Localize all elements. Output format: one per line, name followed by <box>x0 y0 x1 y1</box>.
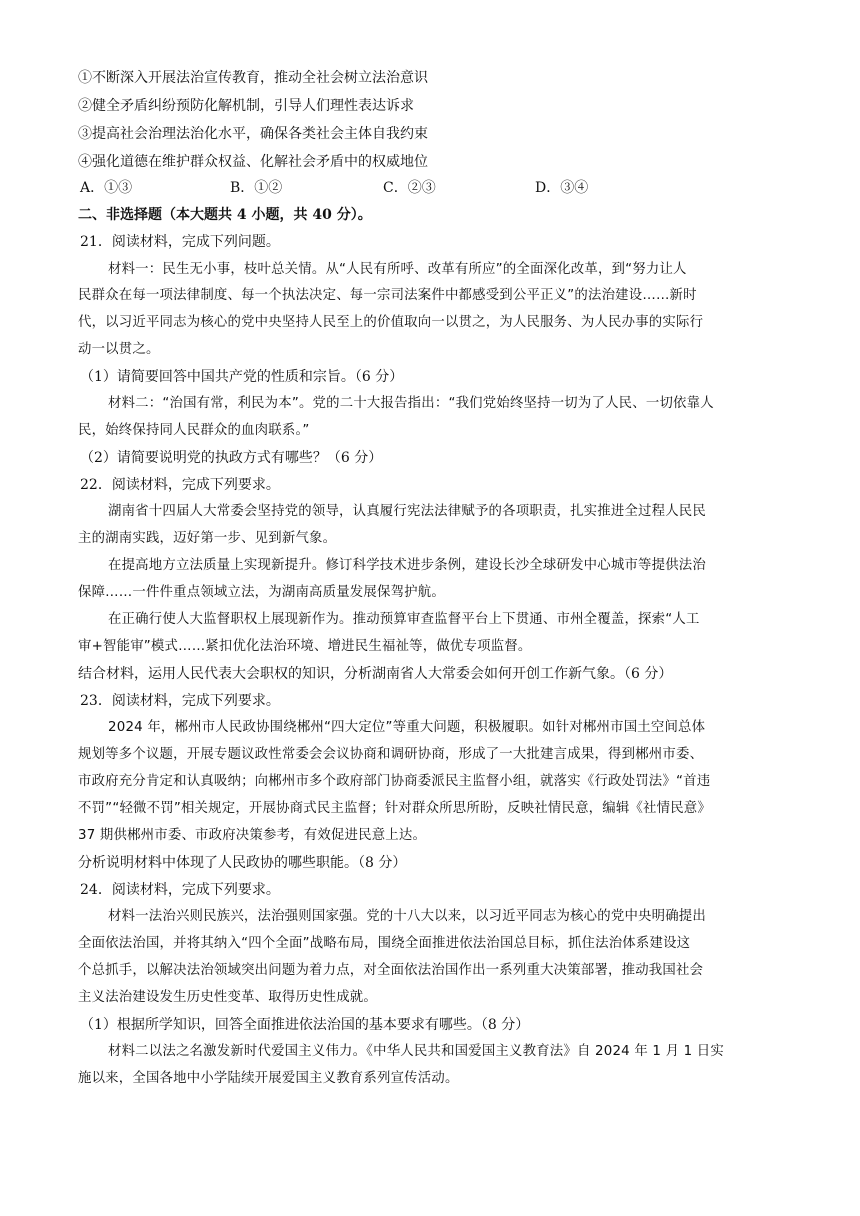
q23-paragraph-line: 规划等多个议题，开展专题议政性常委会会议协商和调研协商，形成了一大批建言成果，得到郴州市委、 <box>78 747 704 762</box>
q23-task: 分析说明材料中体现了人民政协的哪些职能。（8 分） <box>78 855 407 871</box>
q24-subquestion-1: （1）根据所学知识，回答全面推进依法治国的基本要求有哪些。（8 分） <box>80 1017 530 1033</box>
q22-paragraph-line: 湖南省十四届人大常委会坚持党的领导，认真履行宪法法律赋予的各项职责，扎实推进全过程人民民 <box>108 504 706 519</box>
q21-material2-line: 材料二：“治国有常，利民为本”。党的二十大报告指出：“我们党始终坚持一切为了人民、一切依靠人 <box>108 396 714 411</box>
q22-paragraph-line: 审+智能审”模式……紧扣优化法治环境、增进民生福祉等，做优专项监督。 <box>78 639 532 654</box>
q20-option-a: A．①③ <box>80 180 133 196</box>
q22-paragraph-line: 在正确行使人大监督职权上展现新作为。推动预算审查监督平台上下贯通、市州全覆盖，探索“人工 <box>108 612 700 627</box>
q24-material1-line: 个总抓手，以解决法治领域突出问题为着力点，对全面依法治国作出一系列重大决策部署，推动我国社会 <box>78 963 704 978</box>
q24-title: 24．阅读材料，完成下列要求。 <box>80 882 280 898</box>
q23-paragraph-line: 2024 年，郴州市人民政协围绕郴州“四大定位”等重大问题，积极履职。如针对郴州市国土空间总体 <box>108 720 706 735</box>
q24-material2-line: 材料二以法之名激发新时代爱国主义伟力。《中华人民共和国爱国主义教育法》自 2024 年 1 月 1 日实 <box>108 1044 724 1059</box>
q20-statement-2: ②健全矛盾纠纷预防化解机制，引导人们理性表达诉求 <box>78 98 414 114</box>
q24-material1-line: 主义法治建设发生历史性变革、取得历史性成就。 <box>78 990 377 1005</box>
q24-material1-line: 全面依法治国，并将其纳入“四个全面”战略布局，围绕全面推进依法治国总目标，抓住法治体系建设这 <box>78 936 691 951</box>
q21-material1-line: 动一以贯之。 <box>78 342 160 357</box>
q21-material1-line: 材料一：民生无小事，枝叶总关情。从“人民有所呼、改革有所应”的全面深化改革，到“努力让人 <box>108 262 687 277</box>
q22-paragraph-line: 在提高地方立法质量上实现新提升。修订科学技术进步条例，建设长沙全球研发中心城市等提供法治 <box>108 558 706 573</box>
q22-task: 结合材料，运用人民代表大会职权的知识，分析湖南省人大常委会如何开创工作新气象。（6 分） <box>78 666 673 682</box>
q22-title: 22．阅读材料，完成下列要求。 <box>80 477 280 493</box>
q21-subquestion-2: （2）请简要说明党的执政方式有哪些？（6 分） <box>80 450 383 466</box>
q20-option-c: C．②③ <box>383 180 436 196</box>
q23-paragraph-line: 不罚”“轻微不罚”相关规定，开展协商式民主监督；针对群众所思所盼，反映社情民意，编辑《社情民意》 <box>78 801 711 816</box>
q20-statement-4: ④强化道德在维护群众权益、化解社会矛盾中的权威地位 <box>78 154 428 170</box>
q21-material1-line: 民群众在每一项法律制度、每一个执法决定、每一宗司法案件中都感受到公平正义”的法治建设……新时 <box>78 288 697 303</box>
q21-title: 21．阅读材料，完成下列问题。 <box>80 234 280 250</box>
q23-paragraph-line: 市政府充分肯定和认真吸纳；向郴州市多个政府部门协商委派民主监督小组，就落实《行政处罚法》“首违 <box>78 774 711 789</box>
q21-material2-line: 民，始终保持同人民群众的血肉联系。” <box>78 423 310 438</box>
q23-title: 23．阅读材料，完成下列要求。 <box>80 693 280 709</box>
q21-material1-line: 代，以习近平同志为核心的党中央坚持人民至上的价值取向一以贯之，为人民服务、为人民办事的实际行 <box>78 315 704 330</box>
q21-subquestion-1: （1）请简要回答中国共产党的性质和宗旨。（6 分） <box>80 369 404 385</box>
q20-option-d: D．③④ <box>535 180 589 196</box>
q20-option-b: B．①② <box>230 180 283 196</box>
q20-statement-3: ③提高社会治理法治化水平，确保各类社会主体自我约束 <box>78 126 428 142</box>
q24-material2-line: 施以来，全国各地中小学陆续开展爱国主义教育系列宣传活动。 <box>78 1071 459 1086</box>
q24-material1-line: 材料一法治兴则民族兴，法治强则国家强。党的十八大以来，以习近平同志为核心的党中央明确提出 <box>108 909 706 924</box>
section-heading: 二、非选择题（本大题共 4 小题，共 40 分）。 <box>78 207 372 223</box>
q22-paragraph-line: 主的湖南实践，迈好第一步、见到新气象。 <box>78 531 337 546</box>
q20-statement-1: ①不断深入开展法治宣传教育，推动全社会树立法治意识 <box>78 70 428 86</box>
q22-paragraph-line: 保障……一件件重点领域立法，为湖南高质量发展保驾护航。 <box>78 585 445 600</box>
q23-paragraph-line: 37 期供郴州市委、市政府决策参考，有效促进民意上达。 <box>78 828 427 843</box>
